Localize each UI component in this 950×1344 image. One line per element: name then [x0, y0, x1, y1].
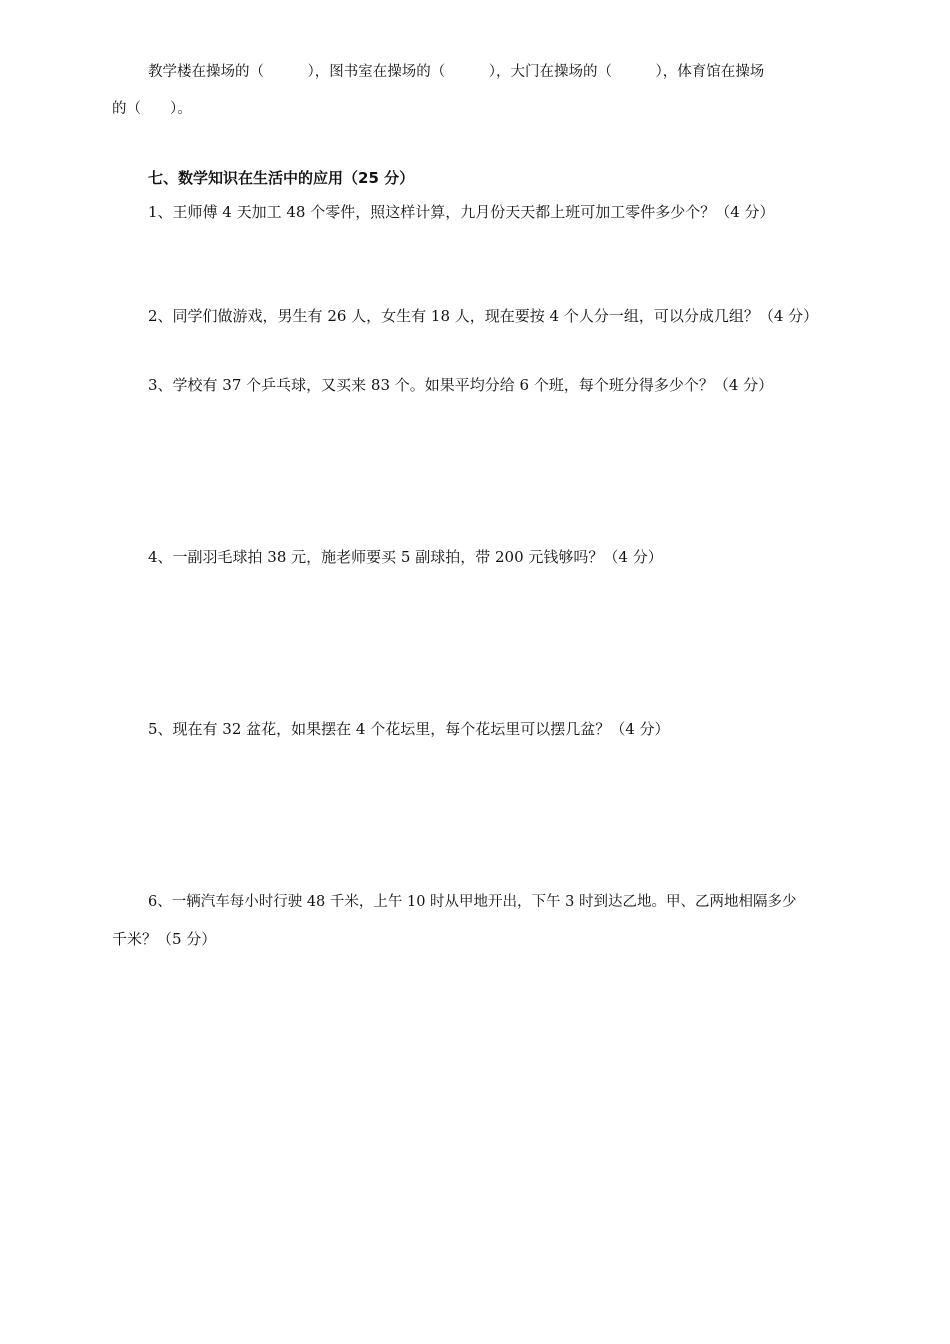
question-6-line-1: 6、一辆汽车每小时行驶 48 千米，上午 10 时从甲地开出，下午 3 时到达乙地。甲、乙两地相隔多少 [148, 894, 797, 910]
intro-line-1: 教学楼在操场的（ ），图书室在操场的（ ），大门在操场的（ ），体育馆在操场 [148, 64, 765, 80]
question-4: 4、一副羽毛球拍 38 元，施老师要买 5 副球拍，带 200 元钱够吗？（4 分） [148, 548, 663, 566]
question-5: 5、现在有 32 盆花，如果摆在 4 个花坛里，每个花坛里可以摆几盆？（4 分） [148, 720, 670, 738]
question-6-line-2: 千米？（5 分） [112, 930, 217, 948]
question-2: 2、同学们做游戏，男生有 26 人，女生有 18 人，现在要按 4 个人分一组，可以分成几组？（4 分） [148, 307, 819, 325]
question-1: 1、王师傅 4 天加工 48 个零件，照这样计算，九月份天天都上班可加工零件多少个？（4 分） [148, 203, 775, 221]
question-3: 3、学校有 37 个乒乓球，又买来 83 个。如果平均分给 6 个班，每个班分得多少个？（4 分） [148, 376, 774, 394]
section-7-title: 七、数学知识在生活中的应用（25 分） [148, 169, 415, 187]
intro-line-2: 的（ ）。 [112, 101, 192, 117]
